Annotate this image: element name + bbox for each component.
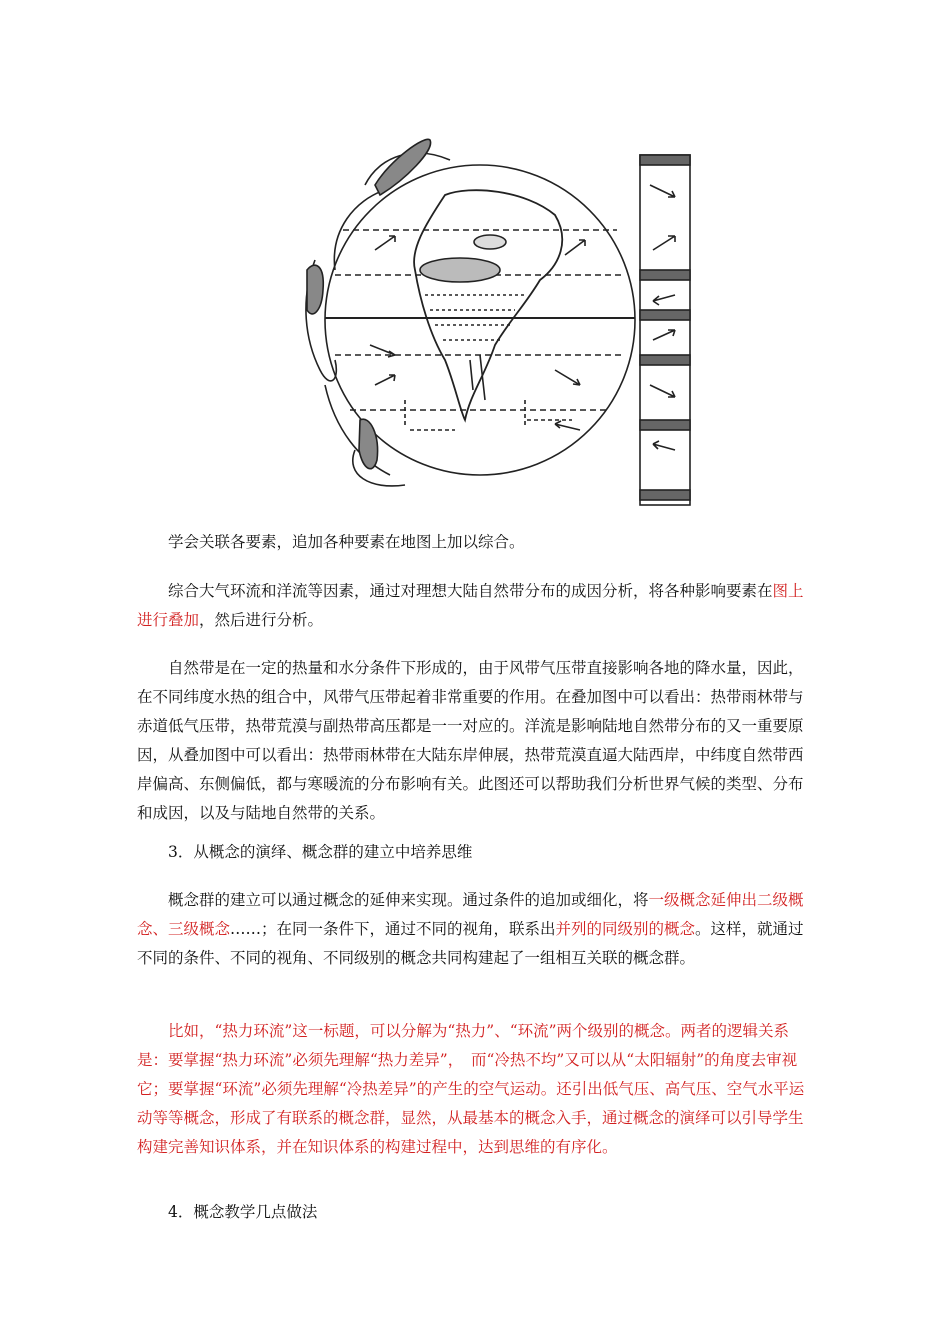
paragraph-4-highlight-1: 一级概念延伸出二级概念、三级概念 bbox=[137, 891, 804, 938]
paragraph-4-text-e: 。这样，就通过不同的条件、不同的视角、不同级别的概念共同构建起了一组相互关联的概念群。 bbox=[137, 920, 804, 967]
natural-zones-figure bbox=[295, 130, 700, 510]
section-heading-4: 4．概念教学几点做法 bbox=[168, 1203, 318, 1221]
paragraph-1: 学会关联各要素，追加各种要素在地图上加以综合。 bbox=[168, 533, 525, 551]
paragraph-5: 比如，“热力环流”这一标题，可以分解为“热力”、“环流”两个级别的概念。两者的逻辑关系是：要掌握“热力环流”必须先理解“热力差异”， 而“冷热不均”又可以从“太阳辐射”的角度去审视它；要掌握“环流”必须先理解“冷热差异”的产生的空气运动。还引出低气压、高气压、空气水平运动等等概念，形成了有联系的概念群，显然，从最基本的概念入手，通过概念的演绎可以引导学生构建完善知识体系，并在知识体系的构建过程中，达到思维的有序化。 bbox=[137, 1022, 805, 1156]
paragraph-2-text-a: 综合大气环流和洋流等因素，通过对理想大陆自然带分布的成因分析，将各种影响要素在 bbox=[168, 582, 773, 600]
paragraph-4 bbox=[137, 886, 817, 973]
paragraph-2-highlight: 图上进行叠加 bbox=[137, 582, 804, 629]
paragraph-2 bbox=[137, 577, 817, 635]
paragraph-4-text-a: 概念群的建立可以通过概念的延伸来实现。通过条件的追加或细化，将 bbox=[168, 891, 649, 909]
section-heading-3: 3．从概念的演绎、概念群的建立中培养思维 bbox=[168, 843, 473, 861]
idealized-continent-natural-zones-diagram-icon bbox=[295, 130, 700, 510]
paragraph-3: 自然带是在一定的热量和水分条件下形成的，由于风带气压带直接影响各地的降水量，因此，在不同纬度水热的组合中，风带气压带起着非常重要的作用。在叠加图中可以看出：热带雨林带与赤道低气压带，热带荒漠与副热带高压都是一一对应的。洋流是影响陆地自然带分布的又一重要原因，从叠加图中可以看出：热带雨林带在大陆东岸伸展，热带荒漠直逼大陆西岸，中纬度自然带西岸偏高、东侧偏低，都与寒暖流的分布影响有关。此图还可以帮助我们分析世界气候的类型、分布和成因，以及与陆地自然带的关系。 bbox=[137, 659, 804, 822]
paragraph-4-text-c: ……；在同一条件下，通过不同的视角，联系出 bbox=[230, 920, 556, 938]
paragraph-2-text-c: ，然后进行分析。 bbox=[199, 611, 324, 629]
paragraph-4-highlight-2: 并列的同级别的概念 bbox=[555, 920, 696, 938]
